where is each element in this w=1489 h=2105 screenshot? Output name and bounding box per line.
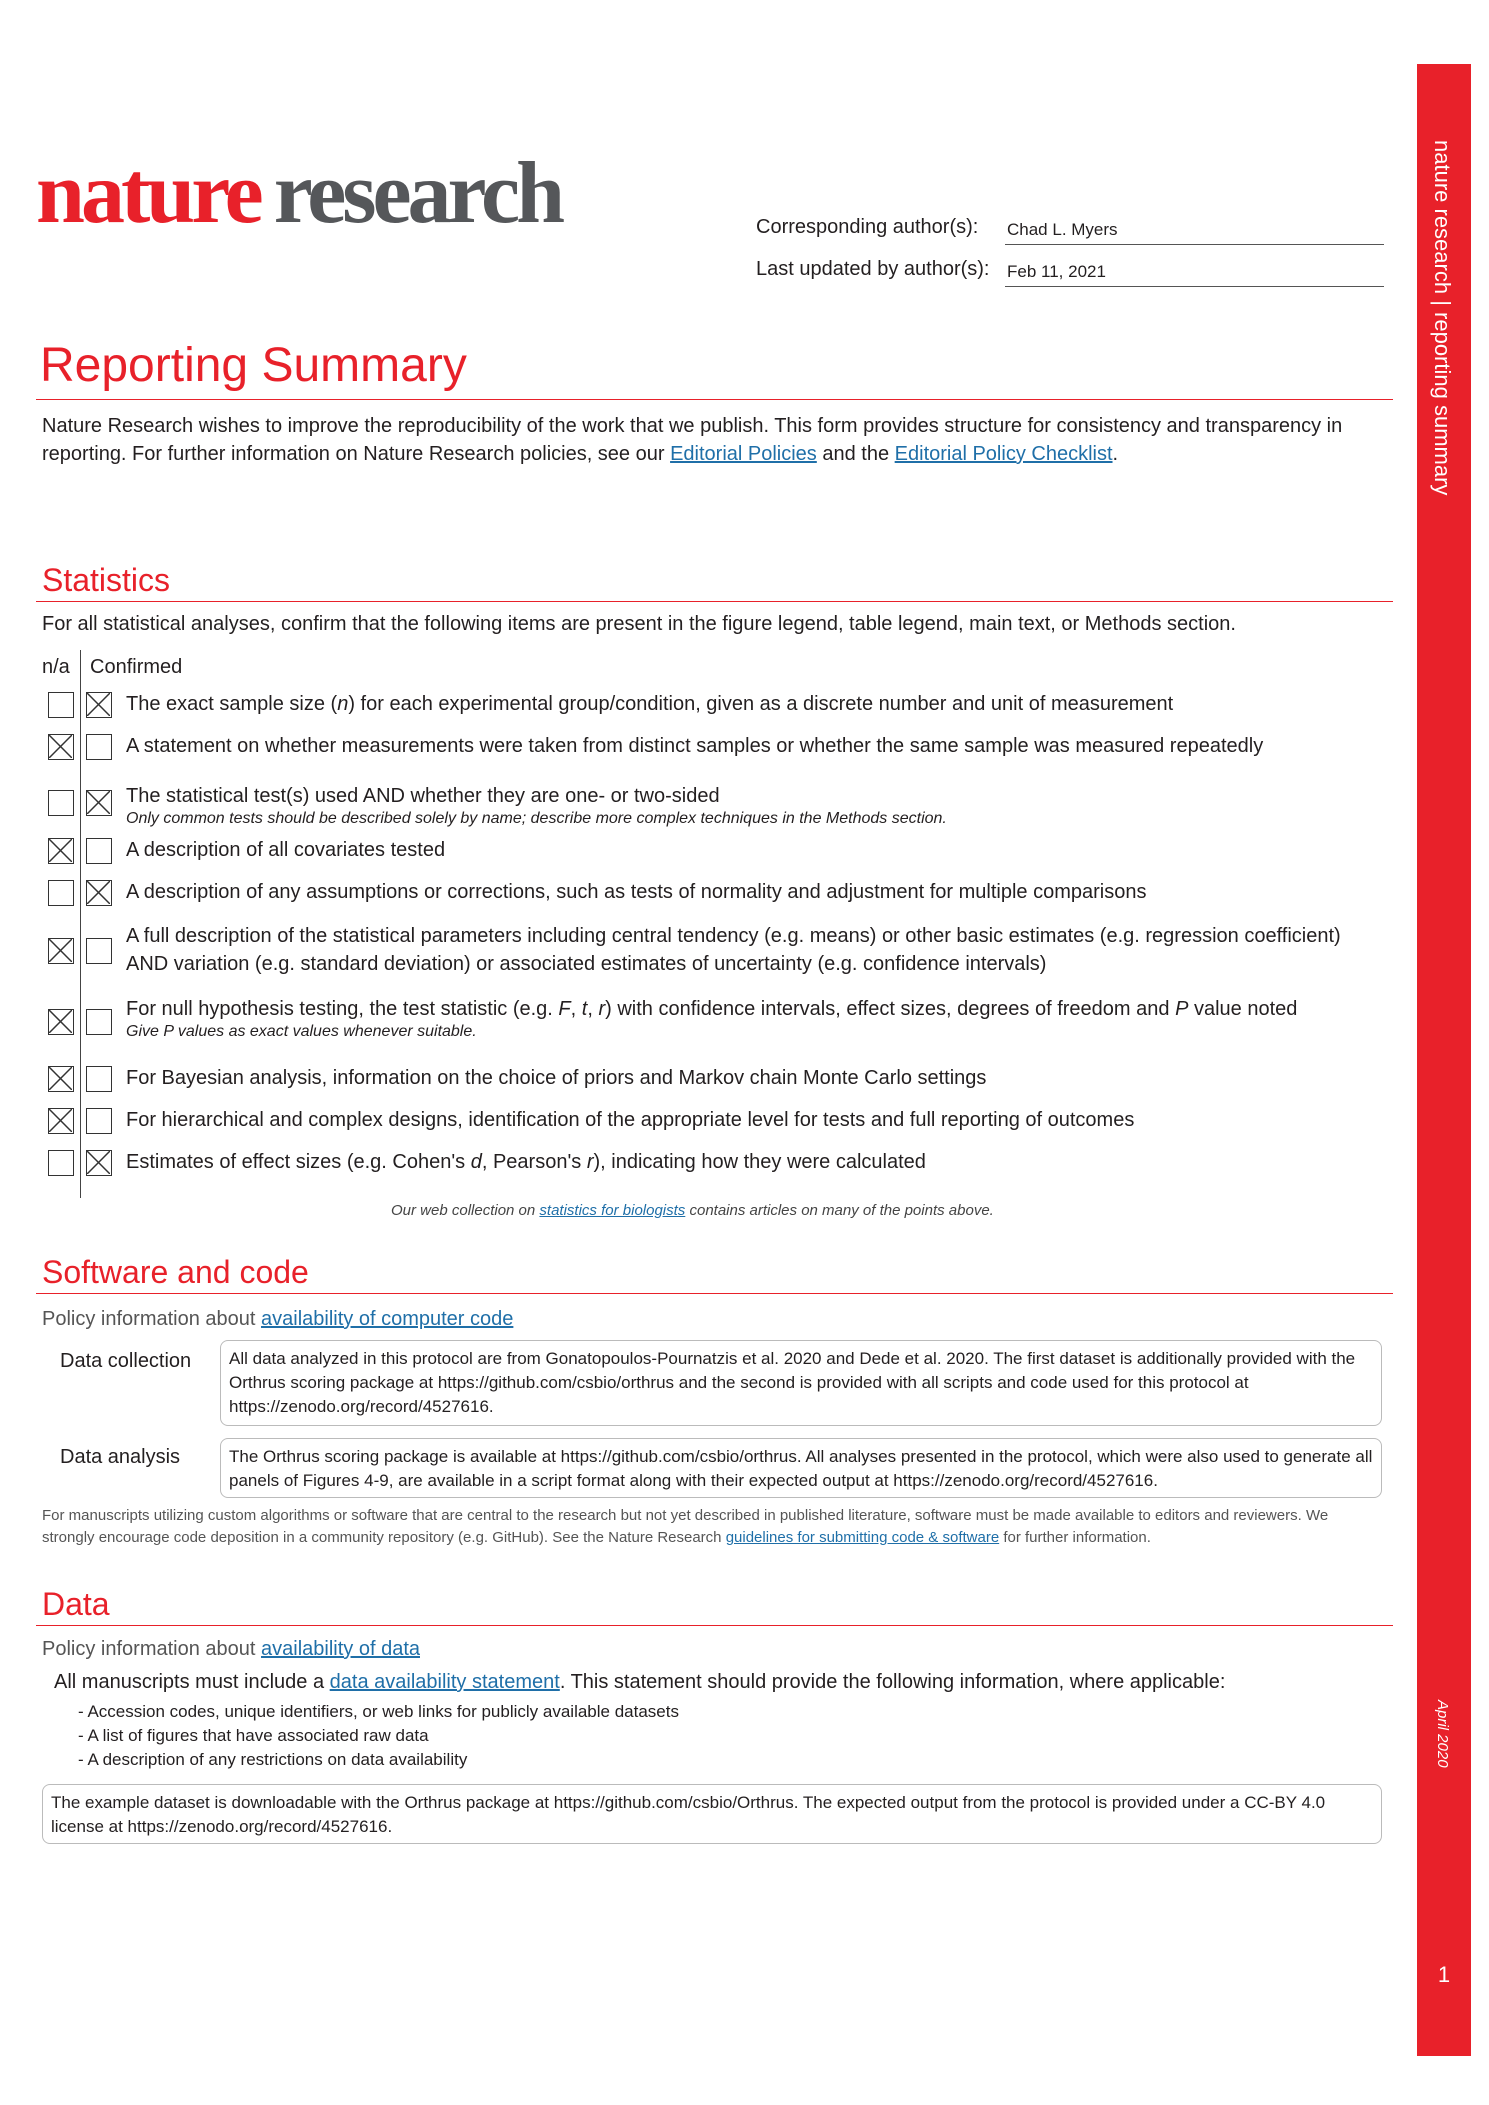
checklist-item-text: A description of any assumptions or corrections, such as tests of normality and adjustment for multiple comparisons bbox=[126, 881, 1147, 903]
list-item: - A description of any restrictions on data availability bbox=[78, 1750, 468, 1769]
nature-research-logo: nature research bbox=[36, 145, 562, 242]
checklist-item-text: For Bayesian analysis, information on the choice of priors and Markov chain Monte Carlo settings bbox=[126, 1067, 987, 1089]
software-policy-line: Policy information about availability of computer code bbox=[42, 1308, 514, 1330]
na-checkbox[interactable] bbox=[48, 1009, 74, 1035]
statistics-intro: For all statistical analyses, confirm that the following items are present in the figure legend, table legend, main text, or Methods section. bbox=[42, 613, 1236, 635]
data-analysis-field[interactable]: The Orthrus scoring package is available at https://github.com/csbio/orthrus. All analyses presented in the protocol, which were also used to generate all panels of Figures 4-9, are available in a script format along with their expected output at https://zenodo.org/record/4527616. bbox=[220, 1438, 1382, 1498]
checklist-item-note: Give P values as exact values whenever suitable. bbox=[126, 1023, 477, 1040]
editorial-policies-link[interactable]: Editorial Policies bbox=[670, 443, 817, 465]
na-column-header: n/a bbox=[42, 656, 70, 678]
confirmed-checkbox[interactable] bbox=[86, 1066, 112, 1092]
data-availability-field[interactable]: The example dataset is downloadable with the Orthrus package at https://github.com/csbio/Orthrus. The expected output from the protocol is provided under a CC-BY 4.0 license at https://zenodo.org/record/4527616. bbox=[42, 1784, 1382, 1844]
na-checkbox[interactable] bbox=[48, 692, 74, 718]
statistics-rule bbox=[36, 601, 1393, 602]
na-checkbox[interactable] bbox=[48, 1108, 74, 1134]
data-rule bbox=[36, 1625, 1393, 1626]
checklist-item-text: A description of all covariates tested bbox=[126, 839, 446, 861]
page-title: Reporting Summary bbox=[40, 339, 467, 392]
data-availability-statement-link[interactable]: data availability statement bbox=[329, 1671, 560, 1693]
statistics-note: Our web collection on statistics for biologists contains articles on many of the points above. bbox=[391, 1202, 994, 1219]
availability-of-data-link[interactable]: availability of data bbox=[261, 1638, 420, 1660]
na-checkbox[interactable] bbox=[48, 734, 74, 760]
confirmed-checkbox[interactable] bbox=[86, 1150, 112, 1176]
confirmed-checkbox[interactable] bbox=[86, 692, 112, 718]
corresponding-author-field[interactable]: Chad L. Myers bbox=[1005, 220, 1384, 245]
checklist-item-text: For hierarchical and complex designs, identification of the appropriate level for tests and full reporting of outcomes bbox=[126, 1109, 1135, 1131]
sidebar-title: nature research | reporting summary bbox=[1430, 140, 1455, 496]
confirmed-checkbox[interactable] bbox=[86, 938, 112, 964]
software-rule bbox=[36, 1293, 1393, 1294]
confirmed-checkbox[interactable] bbox=[86, 734, 112, 760]
checklist-item-text: A statement on whether measurements were taken from distinct samples or whether the same sample was measured repeatedly bbox=[126, 735, 1264, 757]
confirmed-column-header: Confirmed bbox=[90, 656, 183, 678]
statistics-for-biologists-link[interactable]: statistics for biologists bbox=[539, 1202, 686, 1219]
data-requirements-list bbox=[78, 1700, 679, 1772]
code-guidelines-link[interactable]: guidelines for submitting code & software bbox=[725, 1529, 1000, 1546]
statistics-heading: Statistics bbox=[42, 562, 171, 598]
availability-of-code-link[interactable]: availability of computer code bbox=[261, 1308, 514, 1330]
confirmed-checkbox[interactable] bbox=[86, 1108, 112, 1134]
editorial-policy-checklist-link[interactable]: Editorial Policy Checklist bbox=[894, 443, 1113, 465]
last-updated-field[interactable]: Feb 11, 2021 bbox=[1005, 262, 1384, 287]
na-checkbox[interactable] bbox=[48, 1150, 74, 1176]
intro-paragraph: Nature Research wishes to improve the reproducibility of the work that we publish. This form provides structure for consistency and transparency in reporting. For further information on Nature Research policies, see our Editorial Policies and the Editorial Policy Checklist. bbox=[42, 415, 1343, 465]
confirmed-checkbox[interactable] bbox=[86, 1009, 112, 1035]
checklist-item-text: The statistical test(s) used AND whether they are one- or two-sided bbox=[126, 785, 720, 807]
checklist-item-text: A full description of the statistical parameters including central tendency (e.g. means) or other basic estimates (e.g. regression coefficient) AND variation (e.g. standard deviation) or associated estimates of uncertainty (e.g. confidence intervals) bbox=[126, 925, 1341, 975]
data-policy-line: Policy information about availability of data bbox=[42, 1638, 420, 1660]
software-footnote: For manuscripts utilizing custom algorithms or software that are central to the research but not yet described in published literature, software must be made available to editors and reviewers. We strongly encourage code deposition in a community repository (e.g. GitHub). See the Nature Research guidelines for submitting code & software for further information. bbox=[42, 1507, 1329, 1546]
data-heading: Data bbox=[42, 1586, 110, 1622]
checklist-item-note: Only common tests should be described solely by name; describe more complex techniques in the Methods section. bbox=[126, 810, 947, 827]
sidebar-date: April 2020 bbox=[1434, 1700, 1451, 1768]
page-number: 1 bbox=[1437, 1962, 1451, 1987]
title-rule bbox=[36, 399, 1393, 400]
checklist-item-text: Estimates of effect sizes (e.g. Cohen's d, Pearson's r), indicating how they were calculated bbox=[126, 1151, 926, 1173]
list-item: - A list of figures that have associated raw data bbox=[78, 1726, 429, 1745]
data-collection-label: Data collection bbox=[60, 1350, 192, 1372]
checkbox-column-divider bbox=[80, 650, 81, 1198]
confirmed-checkbox[interactable] bbox=[86, 880, 112, 906]
na-checkbox[interactable] bbox=[48, 880, 74, 906]
last-updated-label: Last updated by author(s): bbox=[756, 258, 990, 280]
software-heading: Software and code bbox=[42, 1254, 309, 1290]
na-checkbox[interactable] bbox=[48, 1066, 74, 1092]
confirmed-checkbox[interactable] bbox=[86, 790, 112, 816]
data-collection-field[interactable]: All data analyzed in this protocol are from Gonatopoulos-Pournatzis et al. 2020 and Dede et al. 2020. The first dataset is additionally provided with the Orthrus scoring package at https://github.com/csbio/orthrus and the second is provided with all scripts and code used for this protocol at https://zenodo.org/record/4527616. bbox=[220, 1340, 1382, 1426]
checklist-item-text: For null hypothesis testing, the test statistic (e.g. F, t, r) with confidence intervals, effect sizes, degrees of freedom and P value noted bbox=[126, 998, 1298, 1020]
confirmed-checkbox[interactable] bbox=[86, 838, 112, 864]
checklist-item-text: The exact sample size (n) for each experimental group/condition, given as a discrete number and unit of measurement bbox=[126, 693, 1174, 715]
list-item: - Accession codes, unique identifiers, or web links for publicly available datasets bbox=[78, 1702, 679, 1721]
corresponding-author-label: Corresponding author(s): bbox=[756, 216, 979, 238]
data-analysis-label: Data analysis bbox=[60, 1446, 181, 1468]
na-checkbox[interactable] bbox=[48, 938, 74, 964]
na-checkbox[interactable] bbox=[48, 838, 74, 864]
data-statement-line: All manuscripts must include a data availability statement. This statement should provide the following information, where applicable: bbox=[54, 1671, 1226, 1693]
last-updated-row bbox=[756, 254, 1384, 288]
corresponding-author-row bbox=[756, 212, 1384, 246]
na-checkbox[interactable] bbox=[48, 790, 74, 816]
